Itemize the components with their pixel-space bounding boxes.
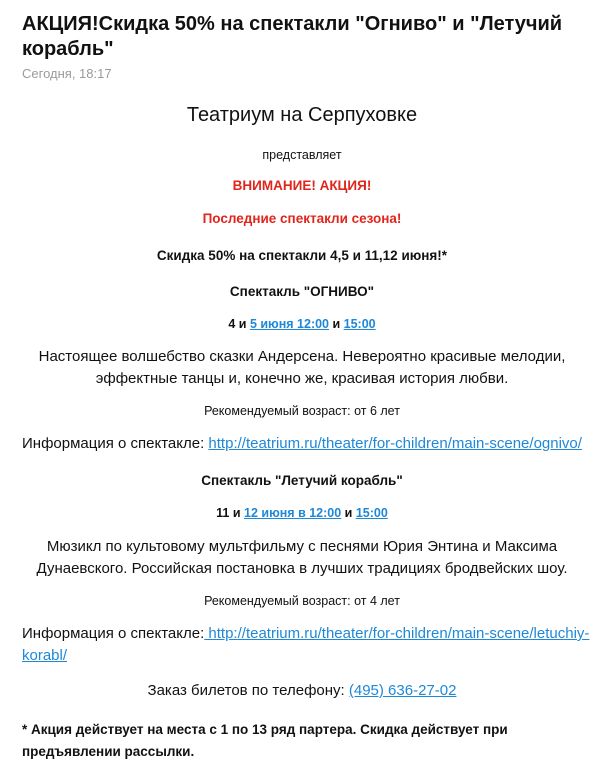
email-subject: АКЦИЯ!Скидка 50% на спектакли "Огниво" и "Летучий корабль" [22,13,563,60]
show2-dates [0,506,604,520]
show2-title: Спектакль "Летучий корабль" [201,473,403,488]
show1-info-label: Информация о спектакле: [22,435,209,452]
show2-info-label: Информация о спектакле: [22,625,205,642]
footnote: * Акция действует на места с 1 по 13 ряд партера. Скидка действует при предъявлении рассылки. [22,722,508,759]
show1-dates [0,317,604,331]
show1-info [0,433,592,455]
show2-info-link[interactable]: http://teatrium.ru/theater/for-children/main-scene/letuchiy-korabl/ [22,625,590,664]
presents-text: представляет [262,148,342,162]
email-date: Сегодня, 18:17 [22,66,112,81]
phone-label: Заказ билетов по телефону: [147,682,349,699]
show1-age: Рекомендуемый возраст: от 6 лет [204,404,400,418]
attention-text: ВНИМАНИЕ! АКЦИЯ! [232,178,372,193]
show1-title: Спектакль "ОГНИВО" [229,284,375,299]
phone-line [0,682,604,699]
show2-age: Рекомендуемый возраст: от 4 лет [204,594,400,608]
last-shows-text: Последние спектакли сезона! [202,211,402,226]
show2-date-prefix: 11 и [216,506,245,520]
show2-description: Мюзикл по культовому мультфильму с песнями Юрия Энтина и Максима Дунаевского. Российская постановка в лучших традициях бродвейских шоу. [36,538,568,577]
show1-date-sep: и [329,317,344,331]
theater-title: Театриум на Серпуховке [186,104,418,126]
show1-date-prefix: 4 и [228,317,250,331]
phone-link[interactable]: (495) 636-27-02 [348,682,457,699]
show1-time-link-1[interactable]: 5 июня 12:00 [249,317,330,331]
show2-time-link-1[interactable]: 12 июня в 12:00 [244,506,342,520]
show2-date-sep: и [341,506,356,520]
show1-time-link-2[interactable]: 15:00 [343,317,376,331]
email-header [22,12,592,82]
show1-info-link[interactable]: http://teatrium.ru/theater/for-children/main-scene/ognivo/ [208,435,582,452]
show2-time-link-2[interactable]: 15:00 [355,506,388,520]
show2-info [0,623,592,667]
discount-text: Скидка 50% на спектакли 4,5 и 11,12 июня!* [156,248,448,263]
show1-description: Настоящее волшебство сказки Андерсена. Невероятно красивые мелодии, эффектные танцы и, конечно же, красивая история любви. [38,348,566,387]
